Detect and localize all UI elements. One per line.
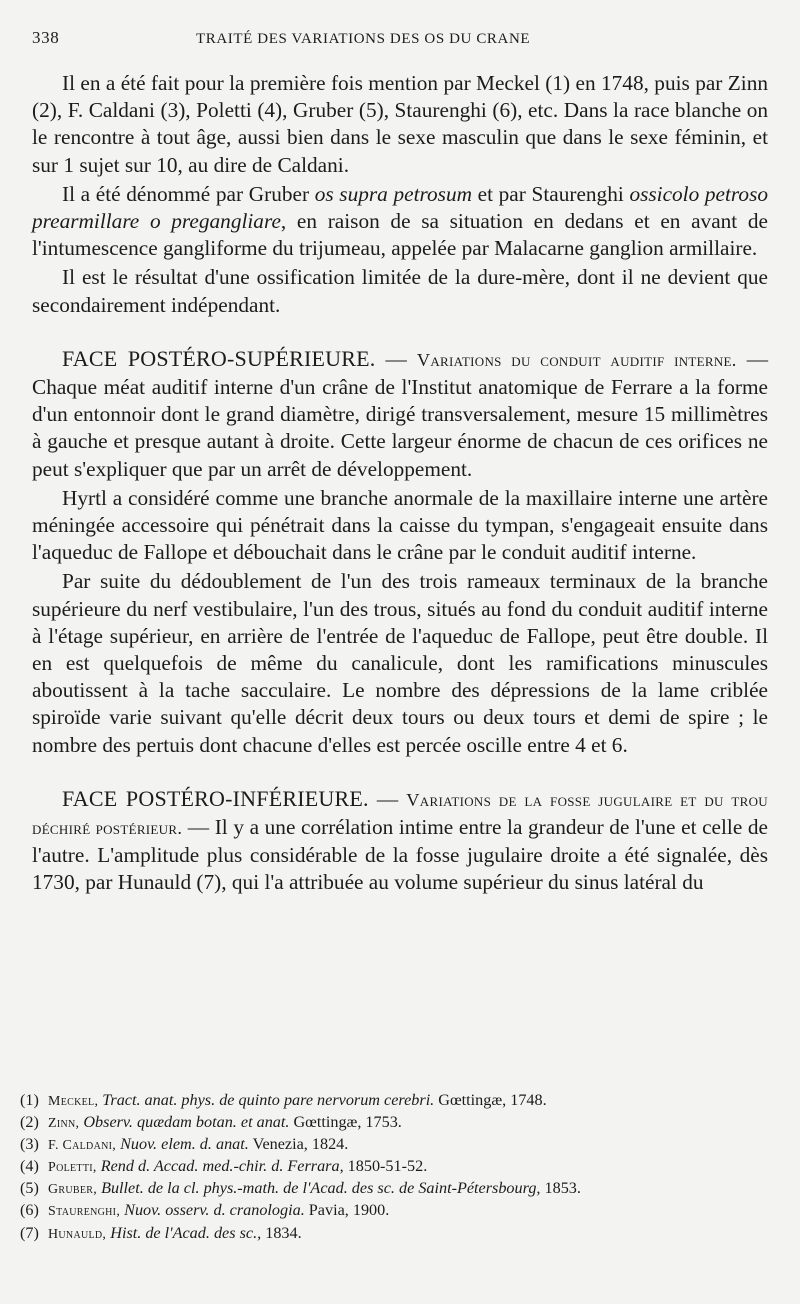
section-postero-superieure: FACE POSTÉRO-SUPÉRIEURE. — Variations du conduit auditif interne. — Chaque méat auditif interne d'un crâne de l'Institut anatomique de Ferrare a la forme d'un entonnoir dont le grand diamètre, dirigé transversalement, mesure 15 millimètres à gauche et presque autant à droite. Cette largeur énorme de chacun de ces orifices ne peut s'expliquer que par un arrêt de développement. (32, 345, 769, 481)
latin-term: os supra petrosum (314, 181, 472, 206)
section-heading: FACE POSTÉRO-INFÉRIEURE. (62, 785, 369, 811)
footnote: (1) Meckel, Tract. anat. phys. de quinto pare nervorum cerebri. Gœttingæ, 1748. (20, 1091, 547, 1109)
section-subheading: Variations du conduit auditif interne. (416, 349, 737, 370)
paragraph-ossification: Il est le résultat d'une ossification limitée de la dure-mère, dont il ne devient que secondairement indépendant. (32, 265, 768, 317)
footnote: (2) Zinn, Observ. quædam botan. et anat. Gœttingæ, 1753. (20, 1113, 402, 1132)
book-page (32, 28, 768, 897)
paragraph-hyrtl: Hyrtl a considéré comme une branche anormale de la maxillaire interne une artère méningée accessoire qui pénétrait dans la caisse du tympan, s'engageait ensuite dans l'aqueduc de Fallope et débouchait dans le crâne par le conduit auditif interne. (32, 485, 768, 565)
running-title: TRAITÉ DES VARIATIONS DES OS DU CRANE (196, 31, 531, 47)
running-header (32, 28, 768, 58)
footnote: (4) Poletti, Rend d. Accad. med.-chir. d. Ferrara, 1850-51-52. (20, 1157, 428, 1176)
footnote: (5) Gruber, Bullet. de la cl. phys.-math. de l'Acad. des sc. de Saint-Pétersbourg, 1853. (20, 1179, 581, 1198)
page-number: 338 (32, 28, 60, 47)
footnote: (3) F. Caldani, Nuov. elem. d. anat. Venezia, 1824. (20, 1135, 349, 1154)
footnotes (20, 1090, 736, 1245)
paragraph-naming: Il a été dénommé par Gruber os supra petrosum et par Staurenghi ossicolo petroso prearmillare o pregangliare, en raison de sa situation en dedans et en avant de l'intumescence gangliforme du trijumeau, appelée par Malacarne ganglion armillaire. (32, 181, 769, 261)
section-subheading: Variations de la fosse jugulaire et du trou déchiré postérieur. (32, 789, 768, 839)
paragraph-dedoublement: Par suite du dédoublement de l'un des trois rameaux terminaux de la branche supérieure du nerf vestibulaire, l'un des trous, situés au fond du conduit auditif interne à l'étage supérieur, en arrière de l'entrée de l'aqueduc de Fallope, peut être double. Il en est quelquefois de même du canalicule, dont les ramifications minuscules aboutissent à la tache sacculaire. Le nombre des dépressions de la lame criblée spiroïde varie suivant qu'elle décrit deux tours ou deux tours et demi de spire ; le nombre des pertuis dont chacune d'elles est percée oscille entre 4 et 6. (32, 569, 768, 757)
paragraph-first-mention: Il en a été fait pour la première fois mention par Meckel (1) en 1748, puis par Zinn (2), F. Caldani (3), Poletti (4), Gruber (5), Staurenghi (6), etc. Dans la race blanche on le rencontre à tout âge, aussi bien dans le sexe masculin que dans le sexe féminin, et sur 1 sujet sur 10, au dire de Caldani. (32, 71, 768, 177)
section-postero-inferieure: FACE POSTÉRO-INFÉRIEURE. — Variations de la fosse jugulaire et du trou déchiré postérieur. — Il y a une corrélation intime entre la grandeur de l'une et celle de l'autre. L'amplitude plus considérable de la fosse jugulaire droite a été signalée, dès 1730, par Hunauld (7), qui l'a attribuée au volume supérieur du sinus latéral du (32, 785, 768, 895)
section-heading: FACE POSTÉRO-SUPÉRIEURE. (62, 345, 376, 371)
italian-term: ossicolo petroso prearmillare o pregangliare (32, 181, 769, 234)
footnote: (7) Hunauld, Hist. de l'Acad. des sc., 1834. (20, 1223, 302, 1242)
footnote: (6) Staurenghi, Nuov. osserv. d. cranologia. Pavia, 1900. (20, 1201, 390, 1220)
